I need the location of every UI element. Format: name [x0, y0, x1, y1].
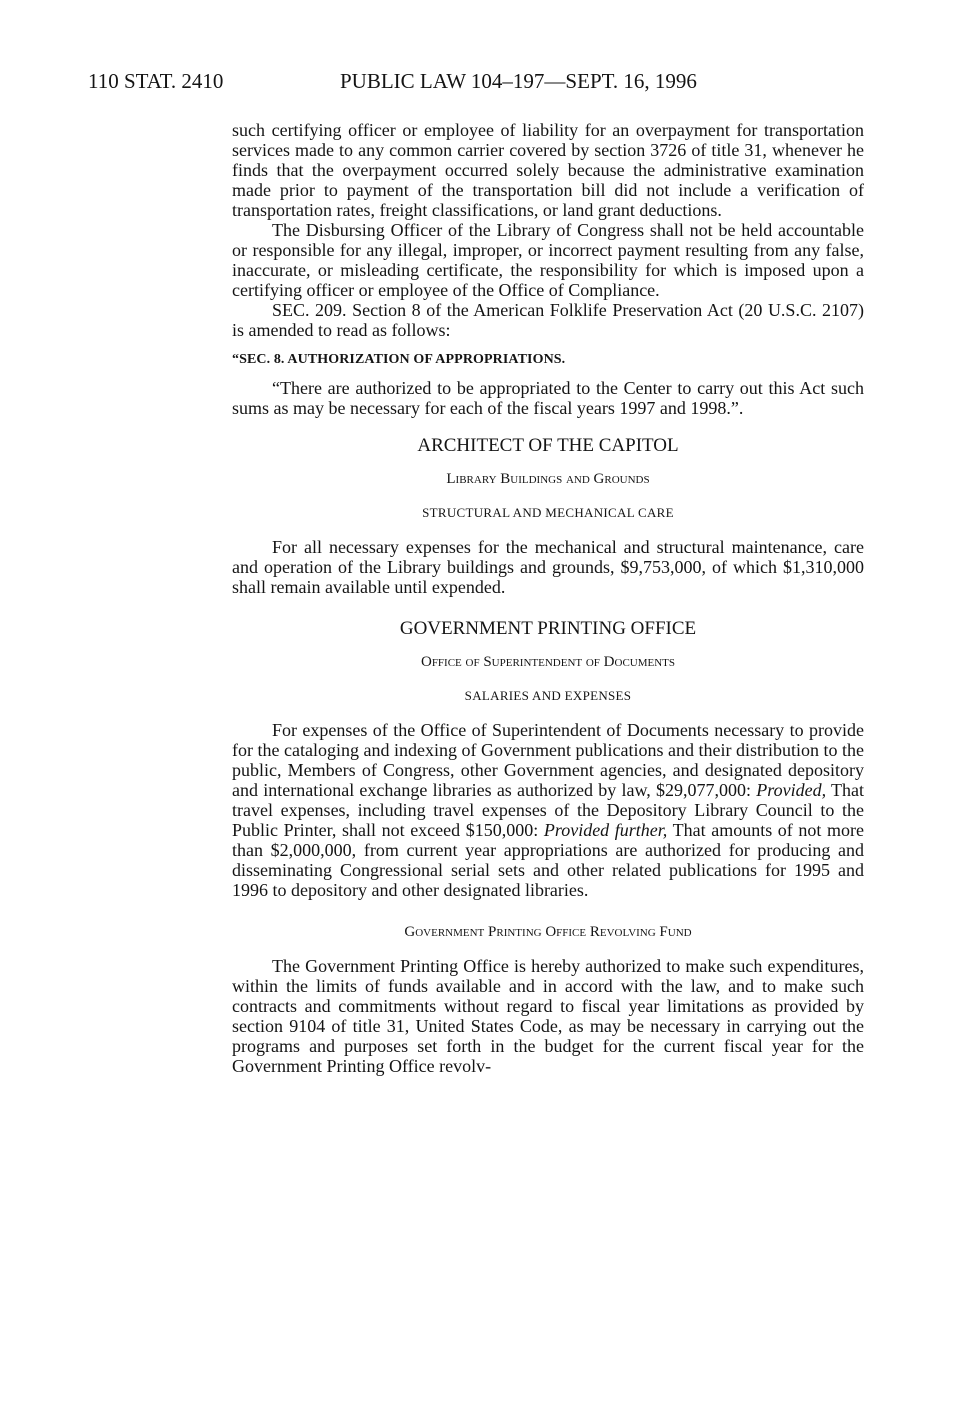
paragraph-salaries-expenses: For expenses of the Office of Superintendent of Documents necessary to provide for the cataloging and indexing of Government publications and their distribution to the public, Members of Congress, other Government agencies, and designated depository and international exchange libraries as authorized by law, $29,077,000: Provided, That travel expenses, including travel expenses of the Depository Library Council to the Public Printer, shall not exceed $150,000: Provided further, That amounts of not more than $2,000,000, from current year appropriations are authorized for producing and disseminating Congressional serial sets and other related publications for 1995 and 1996 to depository and other designated libraries.	[232, 720, 864, 900]
heading-revolving-fund: Government Printing Office Revolving Fund	[404, 924, 692, 940]
subsubheading-salaries-expenses: SALARIES AND EXPENSES	[464, 688, 632, 703]
section-label: SEC. 209.	[272, 300, 347, 320]
law-citation: PUBLIC LAW 104–197—SEPT. 16, 1996	[340, 69, 697, 93]
paragraph-authorization: “There are authorized to be appropriated to the Center to carry out this Act such sums as may be necessary for each of the fiscal years 1997 and 1998.”.	[232, 378, 864, 418]
heading-government-printing-office: GOVERNMENT PRINTING OFFICE	[399, 618, 697, 639]
subsubheading-structural-care: STRUCTURAL AND MECHANICAL CARE	[422, 505, 674, 520]
paragraph-structural-care: For all necessary expenses for the mechanical and structural maintenance, care and operation of the Library buildings and grounds, $9,753,000, of which $1,310,000 shall remain available until expended.	[232, 537, 864, 597]
section-text: Section 8 of the American Folklife Preservation Act (20 U.S.C. 2107) is amended to read as follows:	[232, 300, 864, 340]
subheading-library-buildings: Library Buildings and Grounds	[446, 471, 650, 487]
section-8-heading: “SEC. 8. AUTHORIZATION OF APPROPRIATIONS.	[232, 352, 566, 367]
subheading-superintendent-of-documents: Office of Superintendent of Documents	[420, 654, 676, 670]
paragraph-revolving-fund: The Government Printing Office is hereby authorized to make such expenditures, within the limits of funds available and in accord with the law, and to make such contracts and commitments without regard to fiscal year limitations as provided by section 9104 of title 31, United States Code, as may be necessary in carrying out the programs and purposes set forth in the budget for the current fiscal year for the Government Printing Office revolv-	[232, 956, 864, 1076]
paragraph-certifying-officer: such certifying officer or employee of liability for an overpayment for transportation services made to any common carrier covered by section 3726 of title 31, whenever he finds that the overpayment occurred solely because the administrative examination made prior to payment of the transportation bill did not include a verification of transportation rates, freight classifications, or land grant deductions.	[232, 120, 864, 220]
provided-term: Provided,	[756, 780, 827, 800]
provided-further-term: Provided further,	[543, 820, 668, 840]
page-number: 110 STAT. 2410	[88, 69, 224, 93]
running-header	[88, 66, 878, 96]
paragraph-disbursing-officer: The Disbursing Officer of the Library of Congress shall not be held accountable or responsible for any illegal, improper, or incorrect payment resulting from any false, inaccurate, or misleading certificate, the responsibility for which is imposed upon a certifying officer or employee of the Office of Compliance.	[232, 220, 864, 300]
paragraph-sec-209	[232, 300, 864, 340]
heading-architect-of-the-capitol: ARCHITECT OF THE CAPITOL	[417, 435, 679, 456]
body-text	[232, 120, 864, 1076]
